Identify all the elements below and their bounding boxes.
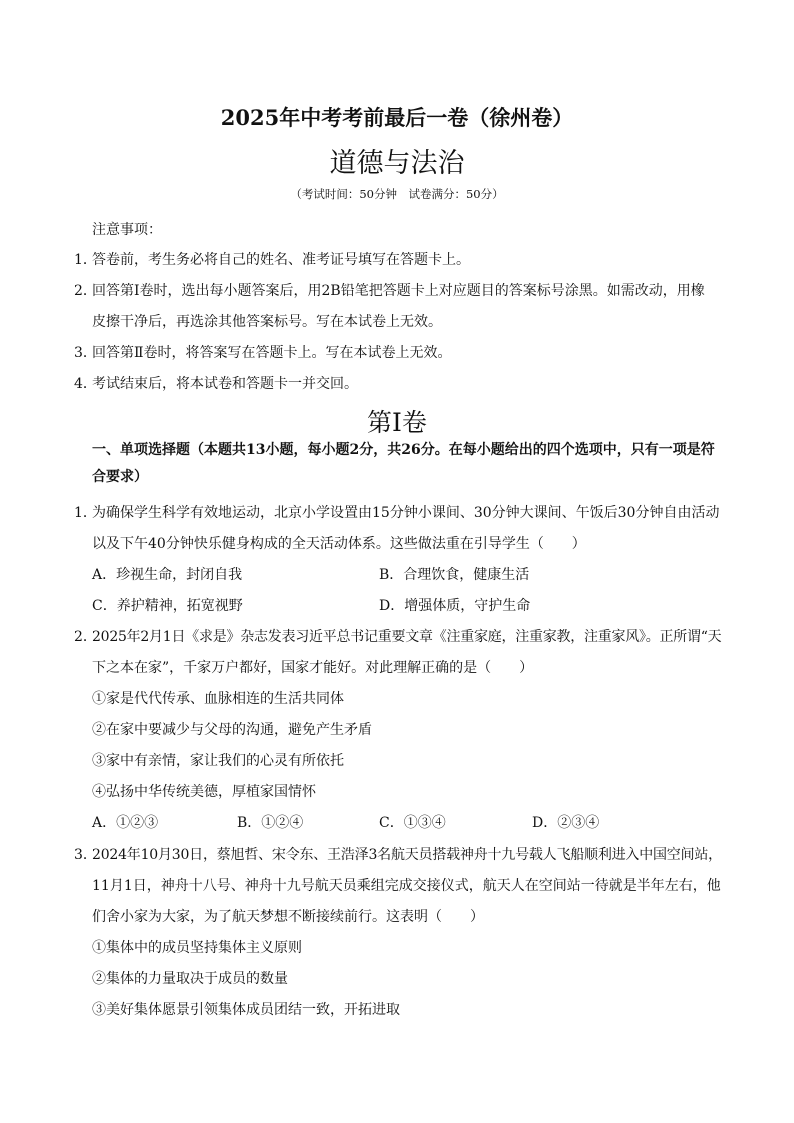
section-instruction-line-1: 一、单项选择题（本题共13小题，每小题2分，共26分。在每小题给出的四个选项中，只有一项是符	[92, 442, 715, 458]
notice-heading: 注意事项：	[92, 222, 162, 238]
exam-info: （考试时间：50分钟 试卷满分：50分）	[290, 187, 504, 201]
question-2-statement-2: ②在家中要减少与父母的沟通，避免产生矛盾	[92, 722, 372, 738]
notice-item-1-num: 1．	[74, 252, 97, 268]
notice-item-2-num: 2．	[74, 283, 97, 299]
question-1-option-c: C．养护精神，拓宽视野	[92, 598, 243, 614]
subject-title: 道德与法治	[329, 148, 465, 179]
question-2-stem-line-1: 2025年2月1日《求是》杂志发表习近平总书记重要文章《注重家庭，注重家教，注重家风》。正所谓“天	[92, 629, 722, 645]
question-1-option-d: D．增强体质，守护生命	[379, 598, 531, 614]
question-2-option-c: C．①③④	[379, 815, 446, 831]
notice-item-2-line-1: 回答第Ⅰ卷时，选出每小题答案后，用2B铅笔把答题卡上对应题目的答案标号涂黑。如需改动，用橡	[92, 283, 705, 299]
question-3-statement-1: ①集体中的成员坚持集体主义原则	[92, 940, 302, 956]
question-3-statement-2: ②集体的力量取决于成员的数量	[92, 971, 288, 987]
question-2-num: 2．	[74, 629, 97, 645]
question-2-statement-1: ①家是代代传承、血脉相连的生活共同体	[92, 691, 344, 707]
notice-item-4-num: 4．	[74, 376, 97, 392]
section-instruction-line-2: 合要求）	[92, 469, 148, 485]
question-3-stem-line-3: 们舍小家为大家，为了航天梦想不断接续前行。这表明（ ）	[92, 909, 484, 925]
question-2-option-b: B．①②④	[237, 815, 304, 831]
question-2-statement-4: ④弘扬中华传统美德，厚植家国情怀	[92, 784, 316, 800]
question-3-stem-line-2: 11月1日，神舟十八号、神舟十九号航天员乘组完成交接仪式，航天人在空间站一待就是半年左右，他	[92, 878, 721, 894]
question-1-option-a: A．珍视生命，封闭自我	[92, 567, 243, 583]
question-1-option-b: B．合理饮食，健康生活	[379, 567, 530, 583]
exam-title: 2025年中考考前最后一卷（徐州卷）	[220, 105, 574, 130]
notice-item-3: 回答第Ⅱ卷时，将答案写在答题卡上。写在本试卷上无效。	[92, 345, 452, 361]
notice-item-2-line-2: 皮擦干净后，再选涂其他答案标号。写在本试卷上无效。	[92, 314, 442, 330]
notice-item-1: 答卷前，考生务必将自己的姓名、准考证号填写在答题卡上。	[92, 252, 470, 268]
question-3-statement-3: ③美好集体愿景引领集体成员团结一致，开拓进取	[92, 1002, 400, 1018]
question-3-stem-line-1: 2024年10月30日，蔡旭哲、宋令东、王浩泽3名航天员搭载神舟十九号载人飞船顺利进入中国空间站，	[92, 847, 722, 863]
question-1-stem-line-1: 为确保学生科学有效地运动，北京小学设置由15分钟小课间、30分钟大课间、午饭后30分钟自由活动	[92, 505, 720, 521]
notice-item-4: 考试结束后，将本试卷和答题卡一并交回。	[92, 376, 358, 392]
notice-item-3-num: 3．	[74, 345, 97, 361]
question-3-num: 3．	[74, 847, 97, 863]
question-1-stem-line-2: 以及下午40分钟快乐健身构成的全天活动体系。这些做法重在引导学生（ ）	[92, 536, 586, 552]
question-2-statement-3: ③家中有亲情，家让我们的心灵有所依托	[92, 753, 344, 769]
section-title: 第Ⅰ卷	[367, 408, 427, 437]
question-2-option-a: A．①②③	[92, 815, 159, 831]
question-2-stem-line-2: 下之本在家”，千家万户都好，国家才能好。对此理解正确的是（ ）	[92, 660, 534, 676]
question-2-option-d: D．②③④	[532, 815, 600, 831]
question-1-num: 1．	[74, 505, 97, 521]
